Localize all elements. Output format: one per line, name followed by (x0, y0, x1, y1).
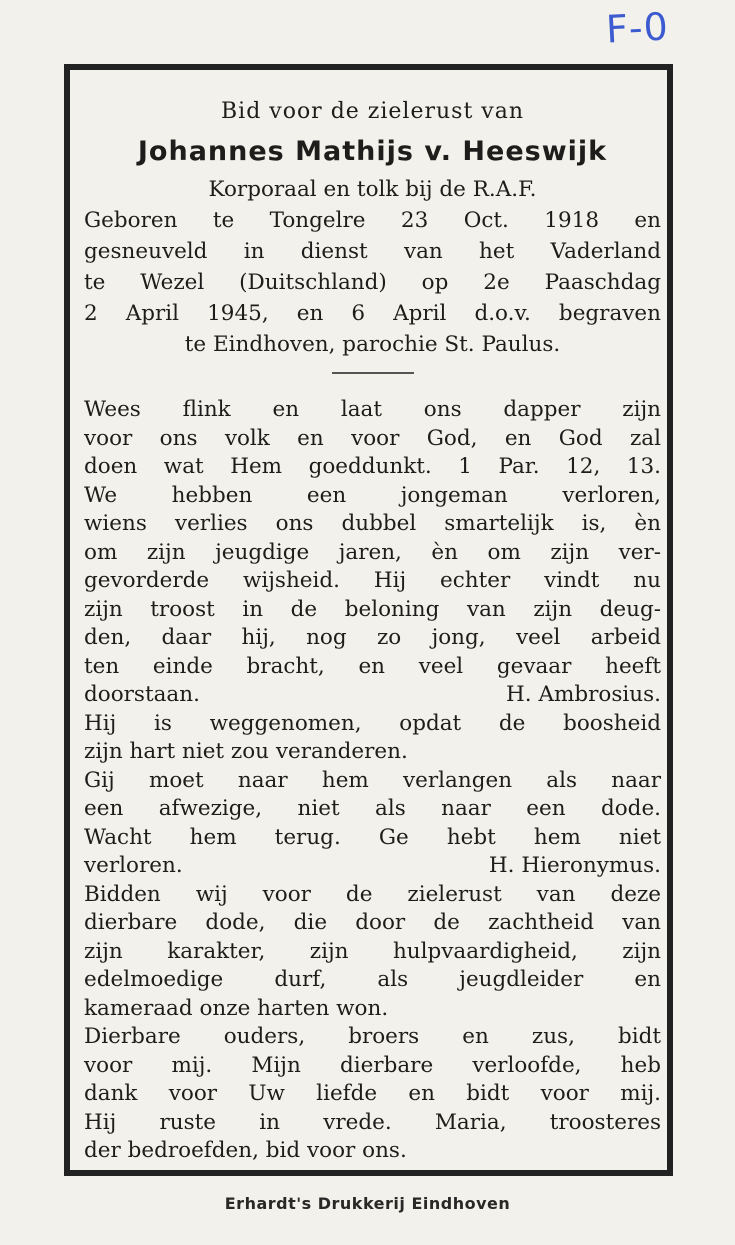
text-line: zijn troost in de beloning van zijn deug- (84, 596, 661, 622)
attribution: H. Hieronymus. (488, 853, 661, 878)
text-line: zijn karakter, zijn hulpvaardigheid, zijn (84, 938, 661, 964)
prayer-text (84, 396, 661, 1166)
text-line: We hebben een jongeman verloren, (84, 482, 661, 508)
text-line: Wacht hem terug. Ge hebt hem niet (84, 824, 661, 850)
text-line: voor ons volk en voor God, en God zal (84, 425, 661, 451)
text-line: voor mij. Mijn dierbare verloofde, heb (84, 1052, 661, 1078)
biography (84, 174, 661, 360)
text-line: Hij ruste in vrede. Maria, troosteres (84, 1109, 661, 1135)
quote-attribution-line (84, 852, 661, 881)
text-line: zijn hart niet zou veranderen. (84, 739, 408, 764)
intro-line: 2 April 1945, en 6 April d.o.v. begraven (84, 301, 661, 326)
text-line: om zijn jeugdige jaren, èn om zijn ver- (84, 539, 661, 565)
card-heading: Bid voor de zielerust van (220, 99, 525, 124)
intro-line: te Wezel (Duitschland) op 2e Paaschdag (84, 270, 661, 295)
quote-attribution-line (84, 681, 661, 710)
printer-imprint: Erhardt's Drukkerij Eindhoven (224, 1194, 511, 1213)
card-content (84, 94, 661, 1166)
text-line: dank voor Uw liefde en bidt voor mij. (84, 1081, 661, 1106)
handwritten-annotation: F-0 (604, 4, 670, 52)
intro-line: gesneuveld in dienst van het Vaderland (84, 239, 661, 264)
text-line: dierbare dode, die door de zachtheid van (84, 910, 661, 935)
text-line: een afwezige, niet als naar een dode. (84, 796, 661, 821)
text-line: Dierbare ouders, broers en zus, bidt (84, 1024, 661, 1049)
text-line: Bidden wij voor de zielerust van deze (84, 881, 661, 907)
text-line: Wees flink en laat ons dapper zijn (84, 397, 661, 422)
intro-line: Geboren te Tongelre 23 Oct. 1918 en (84, 208, 661, 233)
text-line: Hij is weggenomen, opdat de boosheid (84, 710, 661, 736)
divider (332, 372, 414, 374)
text-line: doen wat Hem goeddunkt. 1 Par. 12, 13. (84, 454, 661, 479)
text-line: wiens verlies ons dubbel smartelijk is, èn (84, 511, 661, 536)
text-fragment: verloren. (84, 853, 183, 878)
text-line: gevorderde wijsheid. Hij echter vindt nu (84, 568, 661, 593)
text-line: Gij moet naar hem verlangen als naar (84, 767, 661, 793)
text-line: der bedroefden, bid voor ons. (84, 1138, 407, 1163)
deceased-name: Johannes Mathijs v. Heeswijk (137, 136, 608, 167)
intro-line: Korporaal en tolk bij de R.A.F. (208, 177, 537, 202)
text-line: ten einde bracht, en veel gevaar heeft (84, 653, 661, 679)
attribution: H. Ambrosius. (506, 682, 661, 707)
text-line: edelmoedige durf, als jeugdleider en (84, 967, 661, 992)
intro-line: te Eindhoven, parochie St. Paulus. (184, 332, 561, 357)
text-line: den, daar hij, nog zo jong, veel arbeid (84, 625, 661, 650)
text-line: kameraad onze harten won. (84, 995, 389, 1021)
text-fragment: doorstaan. (84, 682, 200, 707)
